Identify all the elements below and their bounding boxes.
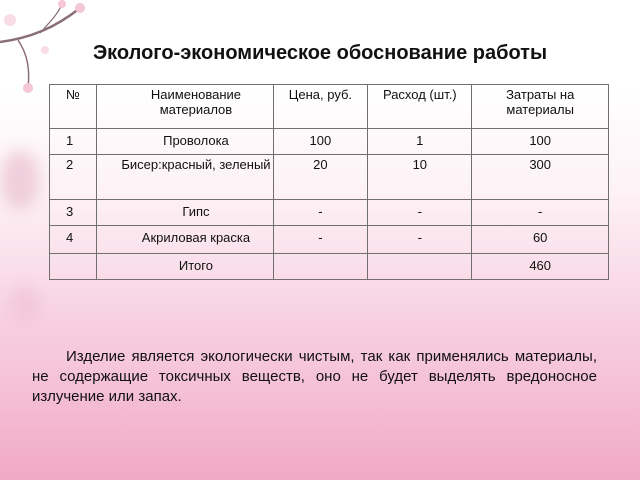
row-price: - <box>318 203 323 219</box>
row-cost: 60 <box>532 229 548 245</box>
row-qty: - <box>417 203 422 219</box>
row-name: Проволока <box>163 133 229 149</box>
conclusion-paragraph: Изделие является экологически чистым, так как применялись материалы, не содержащие токсичных веществ, оно не будет выделять вредоносное излучение или запах. <box>32 348 597 405</box>
row-cost: 100 <box>529 133 552 149</box>
blossom-blur-decoration <box>0 150 40 210</box>
row-num: 2 <box>66 157 74 173</box>
table-total-row <box>50 253 609 279</box>
row-qty: 10 <box>412 157 428 173</box>
table-header-row <box>50 85 609 129</box>
row-price: 100 <box>309 133 332 149</box>
total-value: 460 <box>529 257 552 273</box>
header-cost: Затраты на материалы <box>472 85 609 129</box>
materials-cost-table <box>49 84 609 280</box>
row-name: Бисер:красный, зеленый <box>121 157 271 173</box>
blossom-blur-decoration <box>10 285 40 325</box>
header-num: № <box>50 85 97 129</box>
row-num: 1 <box>66 133 74 149</box>
total-label: Итого <box>178 257 213 273</box>
header-name: Наименование материалов <box>96 85 273 129</box>
row-name: Акриловая краска <box>141 229 251 245</box>
table-row <box>50 129 609 155</box>
row-qty: 1 <box>416 133 424 149</box>
row-cost: 300 <box>529 157 552 173</box>
row-num: 3 <box>66 203 74 219</box>
row-cost: - <box>538 203 543 219</box>
row-price: - <box>318 229 323 245</box>
row-name: Гипс <box>182 203 210 219</box>
header-qty: Расход (шт.) <box>368 85 472 129</box>
row-num: 4 <box>66 229 74 245</box>
table-row <box>50 225 609 253</box>
row-price: 20 <box>313 157 328 173</box>
table-row <box>50 199 609 225</box>
row-qty: - <box>417 229 422 245</box>
page-title: Эколого-экономическое обоснование работы <box>92 42 548 64</box>
header-price: Цена, руб. <box>273 85 368 129</box>
table-row <box>50 155 609 199</box>
